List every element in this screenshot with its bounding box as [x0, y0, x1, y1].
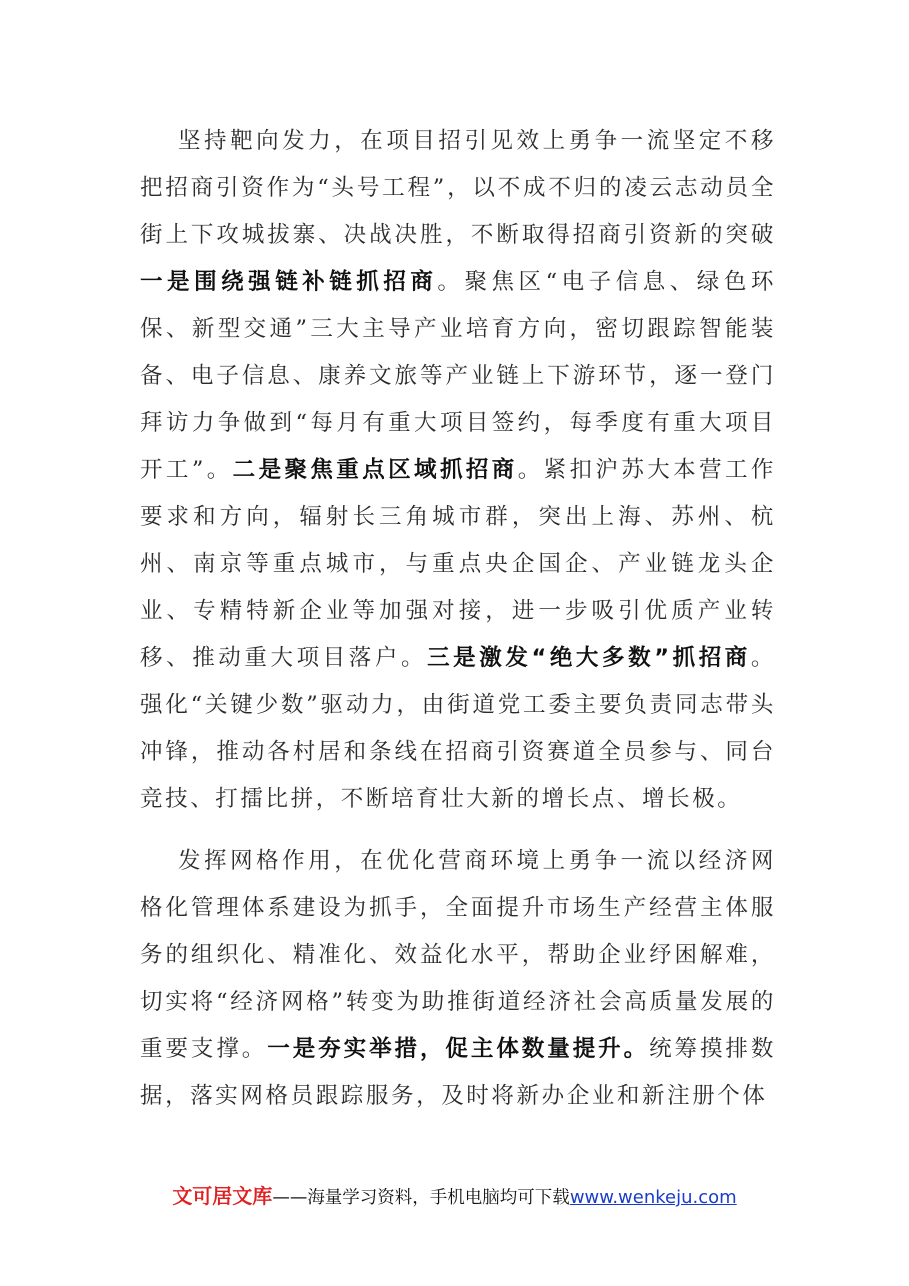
footer-banner — [0, 1180, 909, 1209]
run-text: 统筹摸排数据，落实网格员跟踪服务，及时将新办企业和新注册个体 — [140, 1036, 776, 1109]
run-bold-heading: 一是夯实举措，促主体数量提升。 — [267, 1036, 650, 1062]
run-text: 发挥网格作用，在优化营商环境上勇争一流以经济网格化管理体系建设为抓手，全面提升市场生产经营主体服务的组织化、精准化、效益化水平，帮助企业纾困解难，切实将“经济网格”转变为助推街道经济社会高质量发展的重要支撑。 — [140, 848, 776, 1062]
paragraph-2 — [140, 838, 776, 1120]
footer-brand: 文可居文库 — [172, 1184, 273, 1208]
run-text: 。聚焦区“电子信息、绿色环保、新型交通”三大主导产业培育方向，密切跟踪智能装备、电子信息、康养文旅等产业链上下游环节，逐一登门拜访力争做到“每月有重大项目签约，每季度有重大项目开工”。 — [140, 269, 776, 483]
run-text: 。紧扣沪苏大本营工作要求和方向，辐射长三角城市群，突出上海、苏州、杭州、南京等重点城市，与重点央企国企、产业链龙头企业、专精特新企业等加强对接，进一步吸引优质产业转移、推动重大项目落户。 — [140, 457, 776, 671]
document-body — [140, 118, 776, 1120]
footer-tagline: ——海量学习资料，手机电脑均可下载 — [272, 1188, 570, 1208]
run-text: 坚持靶向发力，在项目招引见效上勇争一流坚定不移把招商引资作为“头号工程”，以不成不归的凌云志动员全街上下攻城拔寨、决战决胜，不断取得招商引资新的突破 — [140, 128, 776, 248]
run-bold-heading: 一是围绕强链补链抓招商 — [140, 269, 438, 295]
run-text: 。强化“关键少数”驱动力，由街道党工委主要负责同志带头冲锋，推动各村居和条线在招商引资赛道全员参与、同台竞技、打擂比拼，不断培育壮大新的增长点、增长极。 — [140, 645, 776, 812]
run-bold-heading: 二是聚焦重点区域抓招商 — [232, 457, 518, 483]
footer-url-link[interactable]: www.wenkeju.com — [569, 1187, 737, 1208]
paragraph-1 — [140, 118, 776, 823]
run-bold-heading: 三是激发“绝大多数”抓招商 — [427, 645, 751, 671]
